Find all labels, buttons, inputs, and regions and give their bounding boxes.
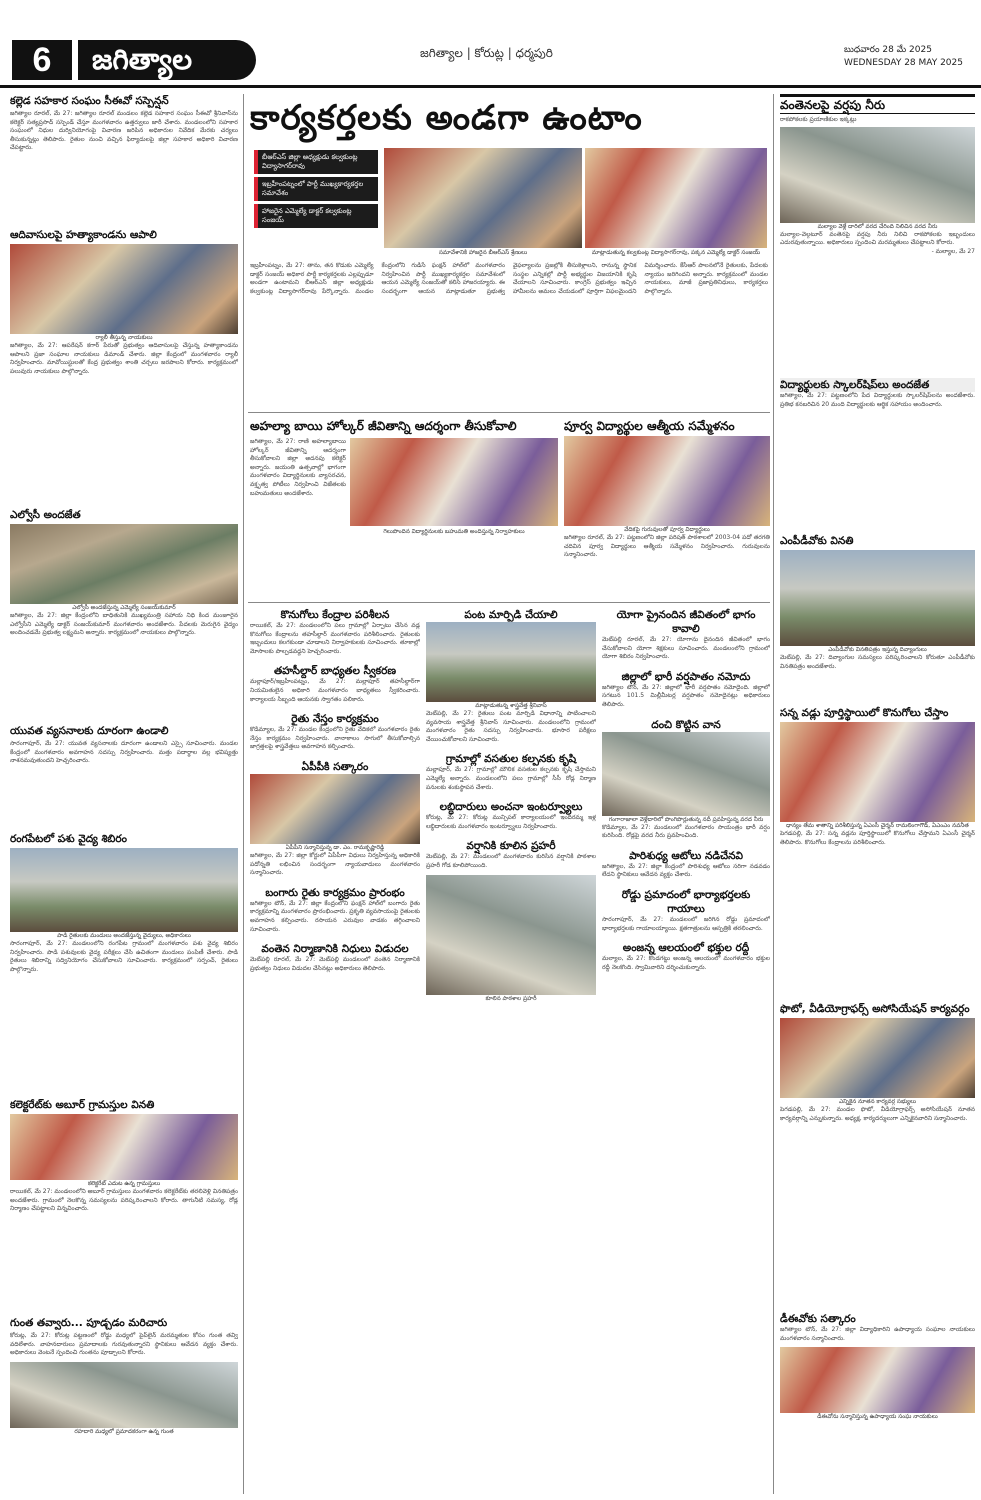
date-telugu: బుధవారం 28 మే 2025 <box>843 45 932 55</box>
story-body: మల్లాపూర్, మే 27: గ్రామాల్లో మౌలిక వసతుల కల్పనకు కృషి చేస్తామని ఎమ్మెల్యే అన్నారు. మండలంలోని పలు గ్రామాల్లో సీసీ రోడ్ల నిర్మాణ పనులకు శంకుస్థాపన చేశారు. <box>426 766 596 791</box>
story-body: జగిత్యాల, మే 27: జిల్లా కేంద్రంలోని బాధితునికి ముఖ్యమంత్రి సహాయ నిధి కింద మంజూరైన ఎల్వోసీని ఎమ్మెల్యే డాక్టర్ సంజయ్‌కుమార్ మంగళవారం అందజేశారు. పేదలకు మెరుగైన వైద్యం అందించడమే ప్రభుత్వ లక్ష్యమని అన్నారు. కార్యక్రమంలో నాయకులు పాల్గొన్నారు. <box>10 612 238 637</box>
story-headline: సన్న వడ్లు పూర్తిస్థాయిలో కొనుగోలు చేస్తాం <box>780 707 949 719</box>
story <box>250 664 420 704</box>
lead-body: ఇబ్రహీంపట్నం, మే 27: తాను, తన కొడుకు ఎమ్మెల్యే డాక్టర్ సంజయ్ అధికార పార్టీ కార్యకర్తలకు ఎల్లప్పుడూ అండగా ఉంటామని బీఆర్ఎస్ జిల్లా అధ్యక్షుడు కల్వకుంట్ల విద్యాసాగర్‌రావు పేర్కొన్నారు. మండల కేంద్రంలోని గుడిసే ఫంక్షన్ హాల్‌లో మంగళవారం నిర్వహించిన పార్టీ ముఖ్యకార్యకర్తల సమావేశంలో ఆయన ఎమ్మెల్యే సంజయ్‌తో కలిసి హాజరయ్యారు. ఈ సందర్భంగా ఆయన మాట్లాడుతూ ప్రభుత్వ వైఫల్యాలను ప్రజల్లోకి తీసుకెళ్లాలని, రానున్న స్థానిక సంస్థల ఎన్నికల్లో పార్టీ అభ్యర్థుల విజయానికి కృషి చేయాలని సూచించారు. కాంగ్రెస్ ప్రభుత్వం ఇచ్చిన హామీలను అమలు చేయడంలో పూర్తిగా విఫలమైందని విమర్శించారు. కేసీఆర్ పాలనలోనే రైతులకు, పేదలకు న్యాయం జరిగిందని అన్నారు. కార్యక్రమంలో మండల నాయకులు, మాజీ ప్రజాప్రతినిధులు, కార్యకర్తలు పాల్గొన్నారు. <box>250 262 768 295</box>
lead-caption: మాట్లాడుతున్న కల్వకుంట్ల విద్యాసాగర్‌రావు, పక్కన ఎమ్మెల్యే డాక్టర్ సంజయ్ <box>591 250 761 256</box>
story-body: సారంగాపూర్, మే 27: మండలంలోని రంగపేట గ్రామంలో మంగళవారం పశు వైద్య శిబిరం నిర్వహించారు. పాడి పశువులకు వైద్య పరీక్షలు చేసి ఉచితంగా మందులు పంపిణీ చేశారు. పాడి రైతులు శిబిరాన్ని సద్వినియోగం చేసుకోవాలని సూచించారు. కార్యక్రమంలో సర్పంచ్, రైతులు పాల్గొన్నారు. <box>10 940 238 973</box>
story-body: జగిత్యాల రూరల్, మే 27: పట్టణంలోని జిల్లా పరిషత్ పాఠశాలలో 2003-04 పదో తరగతి చదివిన పూర్వ విద్యార్థులు ఆత్మీయ సమ్మేళనం నిర్వహించారు. గురువులను సన్మానించారు. <box>564 534 770 559</box>
story-headline: అహల్యా బాయి హోల్కర్ జీవితాన్ని ఆదర్శంగా తీసుకోవాలి <box>250 419 517 433</box>
photo-caption: పాడి రైతులకు మందులు అందజేస్తున్న వైద్యులు, అధికారులు <box>57 933 191 939</box>
story <box>10 1316 238 1494</box>
story-body: జగిత్యాల టౌన్, మే 27: జిల్లా విద్యాధికారిని ఉపాధ్యాయ సంఘాల నాయకులు మంగళవారం సన్మానించారు. <box>780 1326 975 1342</box>
story-headline: కలెక్టరేట్‌కు అబూర్ గ్రామస్తుల వినతి <box>10 1099 155 1111</box>
story-headline: పారిశుధ్య ఆటోలు నడిచేనవి <box>629 849 743 862</box>
story <box>250 608 420 656</box>
story-body: జగిత్యాల టౌన్, మే 27: జిల్లా కేంద్రంలోని ఫంక్షన్ హాల్‌లో బంగారు రైతు కార్యక్రమాన్ని మంగళవారం ప్రారంభించారు. ప్రకృతి వ్యవసాయంపై రైతులకు అవగాహన కల్పించారు. రసాయన ఎరువుల వాడకం తగ్గించాలని సూచించారు. <box>250 899 420 933</box>
lead-bullet: హాజరైన ఎమ్మెల్యే డాక్టర్ కల్వకుంట్ల సంజయ్ <box>254 204 378 228</box>
page-number: 6 <box>12 40 72 80</box>
story-photo <box>426 875 596 995</box>
story-photo <box>10 524 238 604</box>
story-photo <box>780 1018 975 1098</box>
story <box>10 724 238 824</box>
left-column <box>10 94 238 1494</box>
story-photo <box>426 622 596 702</box>
story-headline: గుంత తవ్వారు... పూడ్చడం మరిచారు <box>10 1317 168 1329</box>
story <box>250 418 558 596</box>
column-rule <box>773 94 774 1494</box>
story <box>10 508 238 696</box>
story <box>10 1098 238 1294</box>
story <box>780 534 975 710</box>
story-photo <box>780 550 975 646</box>
photo-caption: కలెక్టరేట్ ఎదుట ఉన్న గ్రామస్తులు <box>87 1181 161 1187</box>
photo-caption: ఏపీపీని సన్మానిస్తున్న డా. ఎం. రామకృష్ణారెడ్డి <box>285 844 385 851</box>
edition-subtitle: జగిత్యాల | కోరుట్ల | ధర్మపురి <box>420 46 553 60</box>
lead-bullets <box>254 150 378 250</box>
story <box>250 712 420 752</box>
story-body: కొడిమ్యాల, మే 27: మండలంలో మంగళవారం సాయంత్రం భారీ వర్షం కురిసింది. రోడ్లపై వరద నీరు ప్రవహించింది. <box>602 823 770 840</box>
story <box>602 718 770 841</box>
story <box>780 1002 975 1192</box>
story-photo <box>350 438 558 526</box>
story-body: మెట్‌పల్లి రూరల్, మే 27: మెట్‌పల్లి మండలంలో వంతెన నిర్మాణానికి ప్రభుత్వం నిధులు విడుదల చేసినట్లు అధికారులు తెలిపారు. <box>250 956 420 972</box>
photo-caption: మల్యాల వెళ్లే దారిలో వరద చేరింది నిలిచిన వరద నీరు <box>817 223 938 230</box>
story-body: మెట్‌పల్లి, మే 27: రైతులు పంట మార్పిడి విధానాన్ని పాటించాలని వ్యవసాయ శాస్త్రవేత్త శ్రీనివాస్ సూచించారు. మండలంలోని గ్రామంలో మంగళవారం రైతు సదస్సు నిర్వహించారు. భూసార పరీక్షలు చేయించుకోవాలని సూచించారు. <box>426 710 596 743</box>
lead-photo-speaker <box>585 148 767 248</box>
photo-caption: గెలుపొందిన విద్యార్థినులకు బహుమతి అందిస్తున్న నిర్వాహకులు <box>383 529 525 535</box>
story-body: జగిత్యాల, మే 27: జిల్లా కోర్టులో ఏపీపీగా విధులు నిర్వహిస్తున్న అధికారికి పదోన్నతి లభించిన సందర్భంగా న్యాయవాదులు మంగళవారం సన్మానించారు. <box>250 851 420 877</box>
story-headline: తహసీల్దార్ బాధ్యతల స్వీకరణ <box>273 665 397 678</box>
story-body: మల్యాల-వెల్గటూర్ వంతెనపై వర్షపు నీరు నిలిచి రాకపోకలకు ఇబ్బందులు ఎదురవుతున్నాయి. అధికారులు స్పందించి మరమ్మతులు చేపట్టాలని కోరారు. <box>780 230 975 247</box>
story-photo <box>780 127 975 223</box>
story <box>602 941 770 972</box>
story-headline: పంట మార్పిడి చేయాలి <box>464 609 558 621</box>
story-body: జగిత్యాల, మే 27: ఆపరేషన్ కగార్ పేరుతో ప్రభుత్వం ఆదివాసులపై చేస్తున్న హత్యాకాండను ఆపాలని ప్రజా సంఘాల నాయకులు డిమాండ్ చేశారు. జిల్లా కేంద్రంలో మంగళవారం ర్యాలీ నిర్వహించారు. మావోయిస్టులతో కేంద్ర ప్రభుత్వం శాంతి చర్చలు జరపాలని కోరారు. కార్యక్రమంలో పలువురు నాయకులు పాల్గొన్నారు. <box>10 342 238 375</box>
photo-caption: మాట్లాడుతున్న శాస్త్రవేత్త శ్రీనివాస్ <box>475 703 547 709</box>
story-body: మెట్‌పల్లి, మే 27: దివ్యాంగుల సమస్యలు పరిష్కరించాలని కోరుతూ ఎంపీడీవోకు వినతిపత్రం అందజేశారు. <box>780 654 975 670</box>
story <box>780 378 975 528</box>
district-title: జగిత్యాల <box>78 40 256 80</box>
story-photo <box>10 1362 238 1428</box>
story <box>780 706 975 896</box>
story-headline: రోడ్డు ప్రమాదంలో భార్యాభర్తలకు గాయాలు <box>621 888 751 915</box>
story-body: రాయికల్, మే 27: మండలంలోని పలు గ్రామాల్లో ఏర్పాటు చేసిన వడ్ల కొనుగోలు కేంద్రాలను తహసీల్దార్ మంగళవారం పరిశీలించారు. రైతులకు ఇబ్బందులు కలగకుండా చూడాలని నిర్వాహకులకు సూచించారు. తూకాల్లో మోసాలకు పాల్పడవద్దని హెచ్చరించారు. <box>250 622 420 655</box>
story <box>250 942 420 973</box>
story-body: జగిత్యాల రూరల్, మే 27: జగిత్యాల రూరల్ మండలం కల్లెడ సహకార సంఘం సీఈవో శ్రీనివాస్‌ను కలెక్టర్ సత్యప్రసాద్ సస్పెండ్ చేస్తూ మంగళవారం ఉత్తర్వులు జారీ చేశారు. మండలంలోని సహకార సంఘంలో నిధుల దుర్వినియోగంపై విచారణ జరిపిన అధికారుల నివేదిక మేరకు చర్యలు తీసుకున్నట్లు తెలిపారు. రైతుల నుంచి వచ్చిన ఫిర్యాదులపై జిల్లా సహకార అధికారి విచారణ చేపట్టారు. <box>10 110 238 152</box>
story-headline: విద్యార్థులకు స్కాలర్‌షిప్‌లు అందజేత <box>780 378 975 392</box>
column <box>250 608 420 1498</box>
story-body: సారంగాపూర్, మే 27: మండలంలో జరిగిన రోడ్డు ప్రమాదంలో భార్యాభర్తలకు గాయాలయ్యాయి. క్షతగాత్రులను ఆస్పత్రికి తరలించారు. <box>602 915 770 932</box>
story-photo <box>10 244 238 334</box>
photo-caption: ఎంపీడీవోకు వినతిపత్రం ఇస్తున్న దివ్యాంగులు <box>828 647 927 653</box>
story-body: పెగడపల్లి, మే 27: మండల ఫొటో, వీడియోగ్రాఫర్స్ అసోసియేషన్ నూతన కార్యవర్గాన్ని ఎన్నుకున్నారు. అధ్యక్ష, కార్యదర్శులుగా ఎన్నికైనవారిని సన్మానించారు. <box>780 1106 975 1122</box>
photo-caption: డీఈవోను సన్మానిస్తున్న ఉపాధ్యాయ సంఘ నాయకులు <box>817 1414 938 1421</box>
story-headline: యోగా ప్రైనందిన జీవితంలో భాగం కావాలి <box>616 609 756 635</box>
photo-caption: ర్యాలీ తీస్తున్న నాయకులు <box>95 335 153 341</box>
story <box>564 418 770 596</box>
story-headline: జిల్లాలో భారీ వర్షపాతం నమోదు <box>621 670 751 683</box>
story-headline: కొనుగోలు కేంద్రాల పరిశీలన <box>280 609 390 621</box>
photo-caption: ధాన్యం తేమ శాతాన్ని పరిశీలిస్తున్న ఏఎంసీ చైర్మన్ రామలింగాగౌడ్, ఏఎంఎం నవనీత <box>786 823 969 829</box>
story <box>426 800 596 831</box>
photo-caption: కూలిన పాఠశాల ప్రహరీ <box>485 995 537 1002</box>
masthead <box>0 0 981 88</box>
story-headline: దంచి కొట్టిన వాన <box>651 718 721 731</box>
photo-caption: రహదారి మధ్యలో ప్రమాదకరంగా ఉన్న గుంత <box>74 1428 174 1435</box>
story-headline: ఎల్వోసీ అందజేత <box>10 509 81 521</box>
story-body: జగిత్యాల టౌన్, మే 27: జిల్లాలో భారీ వర్షపాతం నమోదైంది. జిల్లాలో సగటున 101.5 మిల్లీమీటర్ల వర్షపాతం నమోదైనట్లు అధికారులు తెలిపారు. <box>602 683 770 708</box>
story-body: మల్యాల, మే 27: కొండగట్టు అంజన్న ఆలయంలో మంగళవారం భక్తుల రద్దీ నెలకొంది. స్వామివారిని దర్శించుకున్నారు. <box>602 955 770 971</box>
photo-caption: ఎన్నికైన నూతన కార్యవర్గ సభ్యులు <box>838 1099 917 1105</box>
section-rule <box>248 412 770 413</box>
story-body: కొడిమ్యాల, మే 27: మండల కేంద్రంలోని రైతు వేదికలో మంగళవారం రైతు నేస్తం కార్యక్రమం నిర్వహించారు. వానాకాలం సాగులో తీసుకోవాల్సిన జాగ్రత్తలపై శాస్త్రవేత్తలు అవగాహన కల్పించారు. <box>250 726 420 751</box>
story-body: కోరుట్ల, మే 27: కోరుట్ల మున్సిపల్ కార్యాలయంలో ఇందిరమ్మ ఇళ్ల లబ్ధిదారులకు మంగళవారం ఇంటర్వ్యూలు నిర్వహించారు. <box>426 814 596 830</box>
date-block <box>844 44 963 70</box>
lead-photo-meeting <box>384 148 582 248</box>
story-photo <box>250 774 420 844</box>
story <box>780 94 975 376</box>
story-headline: ఎంపీడీవోకు వినతి <box>780 535 854 547</box>
story-body: మెట్‌పల్లి, మే 27: మండలంలో మంగళవారం కురిసిన వర్షానికి పాఠశాల ప్రహరీ గోడ కూలిపోయింది. <box>426 853 596 869</box>
story-bullet: రాకపోకలకు ప్రయాణికుల ఇక్కట్లు <box>780 116 857 123</box>
story-photo <box>10 848 238 932</box>
story-headline: వర్షానికి కూలిన ప్రహరీ <box>466 840 556 853</box>
story <box>602 608 770 662</box>
story-photo <box>10 1114 238 1180</box>
column <box>602 608 770 1498</box>
story-headline: బంగారు రైతు కార్యక్రమం ప్రారంభం <box>265 886 405 899</box>
column <box>426 608 596 1498</box>
story-headline: రైతు నేస్తం కార్యక్రమం <box>291 713 379 726</box>
story-headline: రంగపేటలో పశు వైద్య శిబిరం <box>10 833 127 845</box>
story-body: జగిత్యాల, మే 27: పట్టణంలోని పేద విద్యార్థులకు స్కాలర్‌షిప్‌లను అందజేశారు. ప్రతిభ కనబరిచిన 20 మంది విద్యార్థులకు ఆర్థిక సహాయం అందించారు. <box>780 392 975 408</box>
story-photo <box>780 722 975 822</box>
story <box>250 886 420 934</box>
photo-caption: ఎల్వోసీ అందజేస్తున్న ఎమ్మెల్యే సంజయ్‌కుమార్ <box>72 605 176 611</box>
story <box>602 888 770 933</box>
story-headline: గ్రామాల్లో వసతుల కల్పనకు కృషి <box>445 753 577 766</box>
story <box>10 228 238 484</box>
story-headline: ఏపీపీకి సత్కారం <box>301 760 369 773</box>
story-body: జగిత్యాల, మే 27: రాణి అహల్యాబాయి హోల్కర్ జీవితాన్ని ఆదర్శంగా తీసుకోవాలని జిల్లా అదనపు కలెక్టర్ అన్నారు. జయంతి ఉత్సవాల్లో భాగంగా మంగళవారం విద్యార్థినులకు వ్యాసరచన, వక్తృత్వ పోటీలు నిర్వహించి విజేతలకు బహుమతులు అందజేశారు. <box>250 438 346 497</box>
story-body: రాయికల్, మే 27: మండలంలోని అబూర్ గ్రామస్తులు మంగళవారం కలెక్టరేట్‌కు తరలివెళ్లి వినతిపత్రం అందజేశారు. గ్రామంలో నెలకొన్న సమస్యలను పరిష్కరించాలని కోరారు. తాగునీటి సమస్య, రోడ్ల నిర్మాణం చేపట్టాలని విన్నవించారు. <box>10 1188 238 1213</box>
lead-bullet: బీఆర్ఎస్ జిల్లా అధ్యక్షుడు కల్వకుంట్ల విద్యాసాగర్‌రావు <box>254 150 378 174</box>
photo-caption: వేదికపై గురువులతో పూర్వ విద్యార్థులు <box>624 527 710 533</box>
story <box>10 94 238 224</box>
story-headline: యువత వ్యసనాలకు దూరంగా ఉండాలి <box>10 725 169 737</box>
lead-bullet: ఇబ్రహీంపట్నంలో పార్టీ ముఖ్యకార్యకర్తల సమావేశం <box>254 177 378 201</box>
story-headline: అంజన్న ఆలయంలో భక్తుల రద్దీ <box>622 942 750 955</box>
story-headline: ఆదివాసులపై హత్యాకాండను ఆపాలి <box>10 229 157 241</box>
story-headline: వంతెన నిర్మాణానికి నిధులు విడుదల <box>261 943 409 956</box>
story-signoff: - మల్యాల, మే 27 <box>931 247 975 255</box>
right-column <box>780 94 975 1494</box>
story <box>426 752 596 792</box>
story-photo <box>780 1347 975 1413</box>
section-rule <box>248 602 770 603</box>
story-body: మల్లాపూర్/ఇబ్రహీంపట్నం, మే 27: మల్లాపూర్ తహసీల్దార్‌గా నియమితులైన అధికారి మంగళవారం బాధ్యతలు స్వీకరించారు. కార్యాలయ సిబ్బంది ఆయనకు స్వాగతం పలికారు. <box>250 678 420 703</box>
story-headline: డీఈవోకు సత్కారం <box>780 1313 856 1325</box>
photo-caption: గంగారాజాలా వెళ్లేదారిలో పొంగిపొర్లుతున్న నదీ ప్రవహిస్తున్న వరద నీరు <box>608 816 764 823</box>
story <box>602 670 770 710</box>
story-photo <box>602 732 770 816</box>
story <box>426 839 596 1002</box>
story <box>602 849 770 880</box>
story <box>250 760 420 878</box>
story-body: కోరుట్ల, మే 27: కోరుట్ల పట్టణంలో రోడ్డు మధ్యలో పైప్‌లైన్ మరమ్మతుల కోసం గుంత తవ్వి వదిలేశారు. వాహనదారులు ప్రమాదాలకు గురవుతున్నారని స్థానికులు ఆవేదన వ్యక్తం చేశారు. అధికారులు వెంటనే స్పందించి గుంతను పూడ్చాలని కోరారు. <box>10 1332 238 1357</box>
story-body: సారంగాపూర్, మే 27: యువత వ్యసనాలకు దూరంగా ఉండాలని ఎస్సై సూచించారు. మండల కేంద్రంలో మంగళవారం అవగాహన సదస్సు నిర్వహించారు. మత్తు పదార్థాల వల్ల భవిష్యత్తు నాశనమవుతుందని హెచ్చరించారు. <box>10 740 238 765</box>
column-rule <box>243 94 244 1494</box>
story <box>780 1312 975 1492</box>
story-headline: లబ్ధిదారులు అంచనా ఇంటర్వ్యూలు <box>439 801 583 814</box>
story-body: జగిత్యాల, మే 27: జిల్లా కేంద్రంలో పారిశుధ్య ఆటోలు సరిగా నడవడం లేదని స్థానికులు ఆవేదన వ్యక్తం చేశారు. <box>602 862 770 879</box>
story <box>426 608 596 744</box>
story-headline: వంతెనలపై వర్షపు నీరు <box>780 94 975 114</box>
story-headline: ఫొటో, వీడియోగ్రాఫర్స్ అసోసియేషన్ కార్యవర్గం <box>780 1003 970 1015</box>
story-body: మెట్‌పల్లి రూరల్, మే 27: యోగాను దైనందిన జీవితంలో భాగం చేసుకోవాలని యోగా శిక్షకులు సూచించారు. మండలంలోని గ్రామంలో యోగా శిబిరం నిర్వహించారు. <box>602 636 770 661</box>
story-headline: పూర్వ విద్యార్థుల ఆత్మీయ సమ్మేళనం <box>564 419 735 433</box>
story <box>10 832 238 1030</box>
date-english: WEDNESDAY 28 MAY 2025 <box>843 58 963 68</box>
lead-caption: సమావేశానికి హాజరైన బీఆర్ఎస్ శ్రేణులు <box>438 250 528 256</box>
story-photo <box>564 436 770 526</box>
story-headline: కల్లెడ సహకార సంఘం సీఈవో సస్పెన్షన్ <box>10 95 169 107</box>
story-body: పెగడపల్లి, మే 27: సన్న వడ్లను పూర్తిస్థాయిలో కొనుగోలు చేస్తామని ఏఎంసీ చైర్మన్ తెలిపారు. కొనుగోలు కేంద్రాలను పరిశీలించారు. <box>780 830 975 846</box>
lead-headline: కార్యకర్తలకు అండగా ఉంటాం <box>250 98 643 138</box>
